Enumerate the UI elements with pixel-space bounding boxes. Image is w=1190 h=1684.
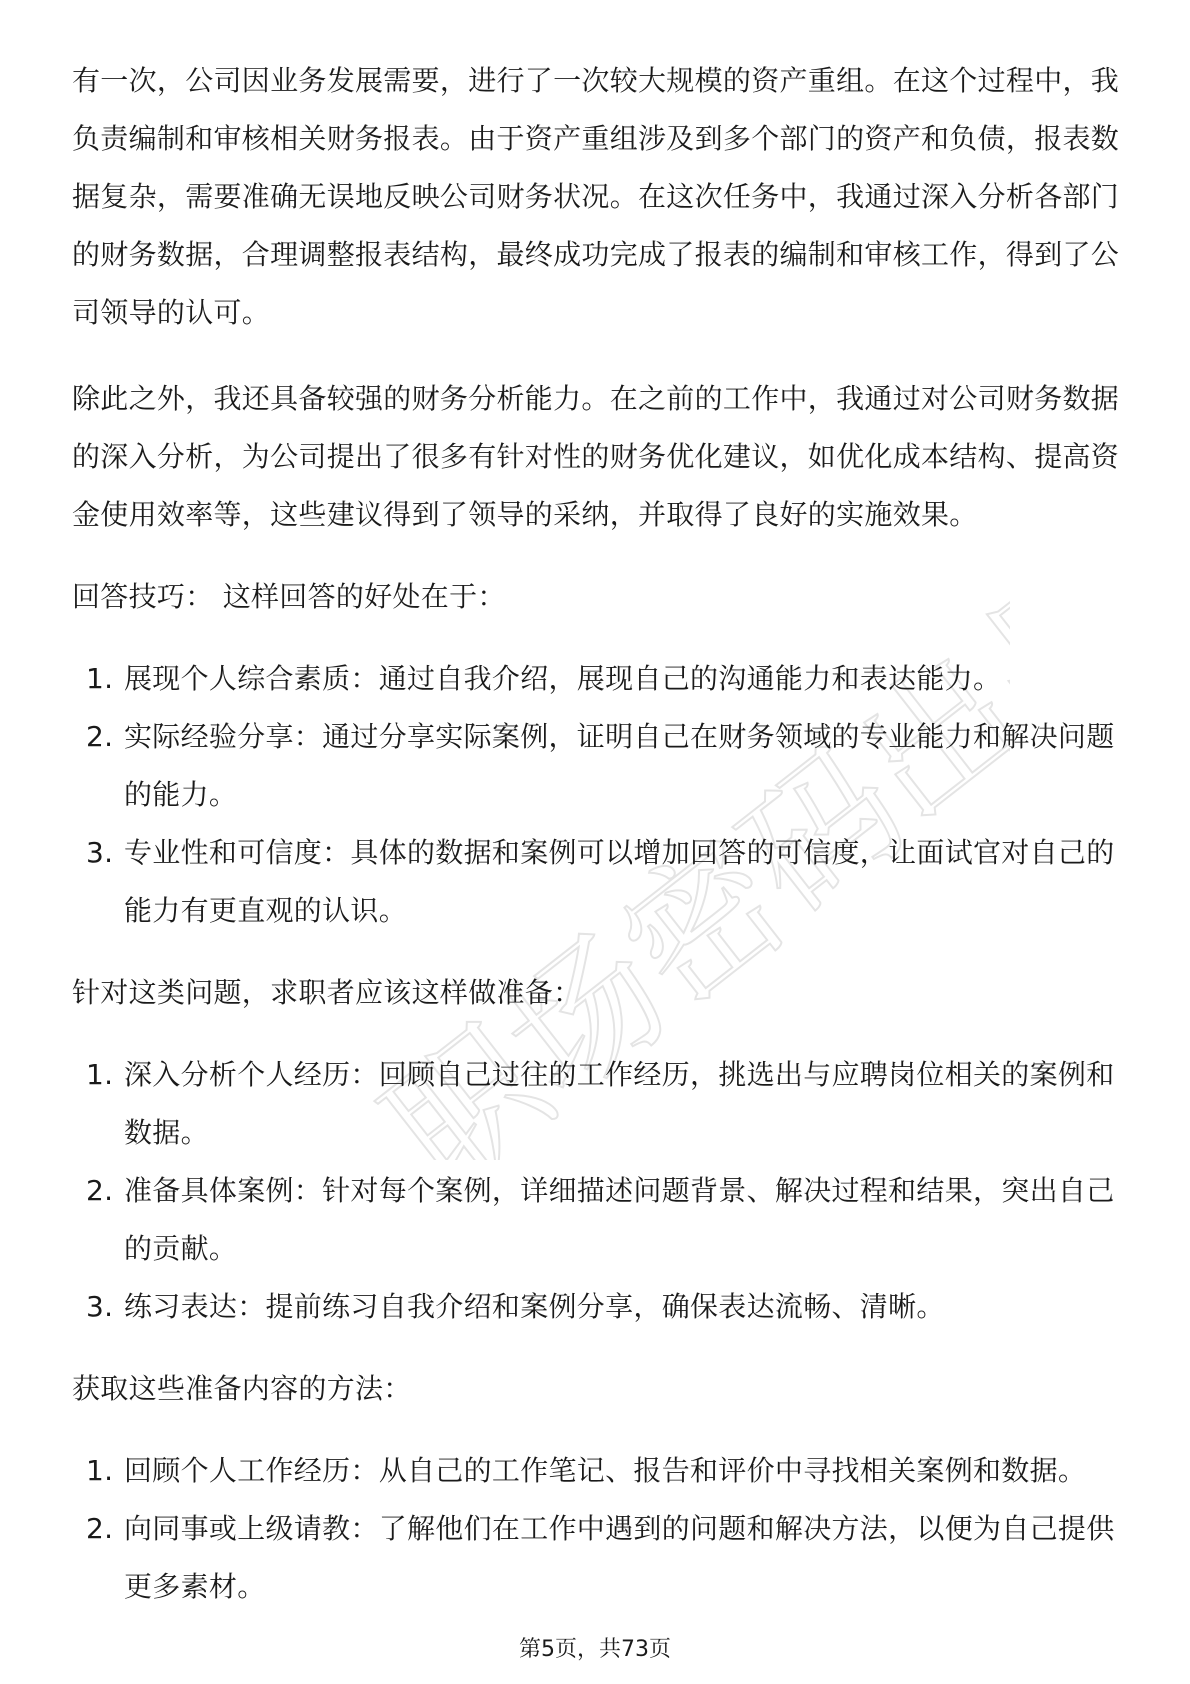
list-item-number: 1. xyxy=(86,1058,114,1091)
list-item xyxy=(72,824,1122,940)
list-item-text: 深入分析个人经历：回顾自己过往的工作经历，挑选出与应聘岗位相关的案例和数据。 xyxy=(124,1058,1115,1149)
heading-answer-tips: 回答技巧： 这样回答的好处在于： xyxy=(72,580,506,613)
list-item-text: 练习表达：提前练习自我介绍和案例分享，确保表达流畅、清晰。 xyxy=(124,1290,945,1323)
list-item-number: 2. xyxy=(86,720,114,753)
list-item-text: 向同事或上级请教：了解他们在工作中遇到的问题和解决方法，以便为自己提供更多素材。 xyxy=(124,1512,1115,1603)
list-item-number: 3. xyxy=(86,1290,114,1323)
list-item-text: 准备具体案例：针对每个案例，详细描述问题背景、解决过程和结果，突出自己的贡献。 xyxy=(124,1174,1115,1265)
list-item xyxy=(72,650,1122,708)
list-item-text: 专业性和可信度：具体的数据和案例可以增加回答的可信度，让面试官对自己的能力有更直观的认识。 xyxy=(124,836,1115,927)
list-answer-benefits xyxy=(72,650,1122,940)
paragraph-financial-analysis: 除此之外，我还具备较强的财务分析能力。在之前的工作中，我通过对公司财务数据的深入分析，为公司提出了很多有针对性的财务优化建议，如优化成本结构、提高资金使用效率等，这些建议得到了领导的采纳，并取得了良好的实施效果。 xyxy=(72,382,1120,531)
heading-preparation: 针对这类问题，求职者应该这样做准备： xyxy=(72,976,582,1009)
list-item-number: 1. xyxy=(86,662,114,695)
list-methods xyxy=(72,1442,1122,1616)
list-item xyxy=(72,1500,1122,1616)
watermark-text: 职场密码出品 xyxy=(355,560,1010,1160)
list-item-number: 3. xyxy=(86,836,114,869)
page-number-footer: 第5页，共73页 xyxy=(519,1637,671,1662)
list-item-number: 2. xyxy=(86,1174,114,1207)
list-item xyxy=(72,1162,1122,1278)
heading-methods: 获取这些准备内容的方法： xyxy=(72,1372,412,1405)
list-item xyxy=(72,1442,1122,1500)
list-item-number: 2. xyxy=(86,1512,114,1545)
list-item-text: 展现个人综合素质：通过自我介绍，展现自己的沟通能力和表达能力。 xyxy=(124,662,1002,695)
list-item-text: 回顾个人工作经历：从自己的工作笔记、报告和评价中寻找相关案例和数据。 xyxy=(124,1454,1087,1487)
document-body xyxy=(72,52,1122,1616)
list-item xyxy=(72,708,1122,824)
list-item xyxy=(72,1046,1122,1162)
list-item xyxy=(72,1278,1122,1336)
list-item-text: 实际经验分享：通过分享实际案例，证明自己在财务领域的专业能力和解决问题的能力。 xyxy=(124,720,1115,811)
list-preparation-steps xyxy=(72,1046,1122,1336)
list-item-number: 1. xyxy=(86,1454,114,1487)
paragraph-asset-restructuring: 有一次，公司因业务发展需要，进行了一次较大规模的资产重组。在这个过程中，我负责编制和审核相关财务报表。由于资产重组涉及到多个部门的资产和负债，报表数据复杂，需要准确无误地反映公司财务状况。在这次任务中，我通过深入分析各部门的财务数据，合理调整报表结构，最终成功完成了报表的编制和审核工作，得到了公司领导的认可。 xyxy=(72,64,1120,329)
